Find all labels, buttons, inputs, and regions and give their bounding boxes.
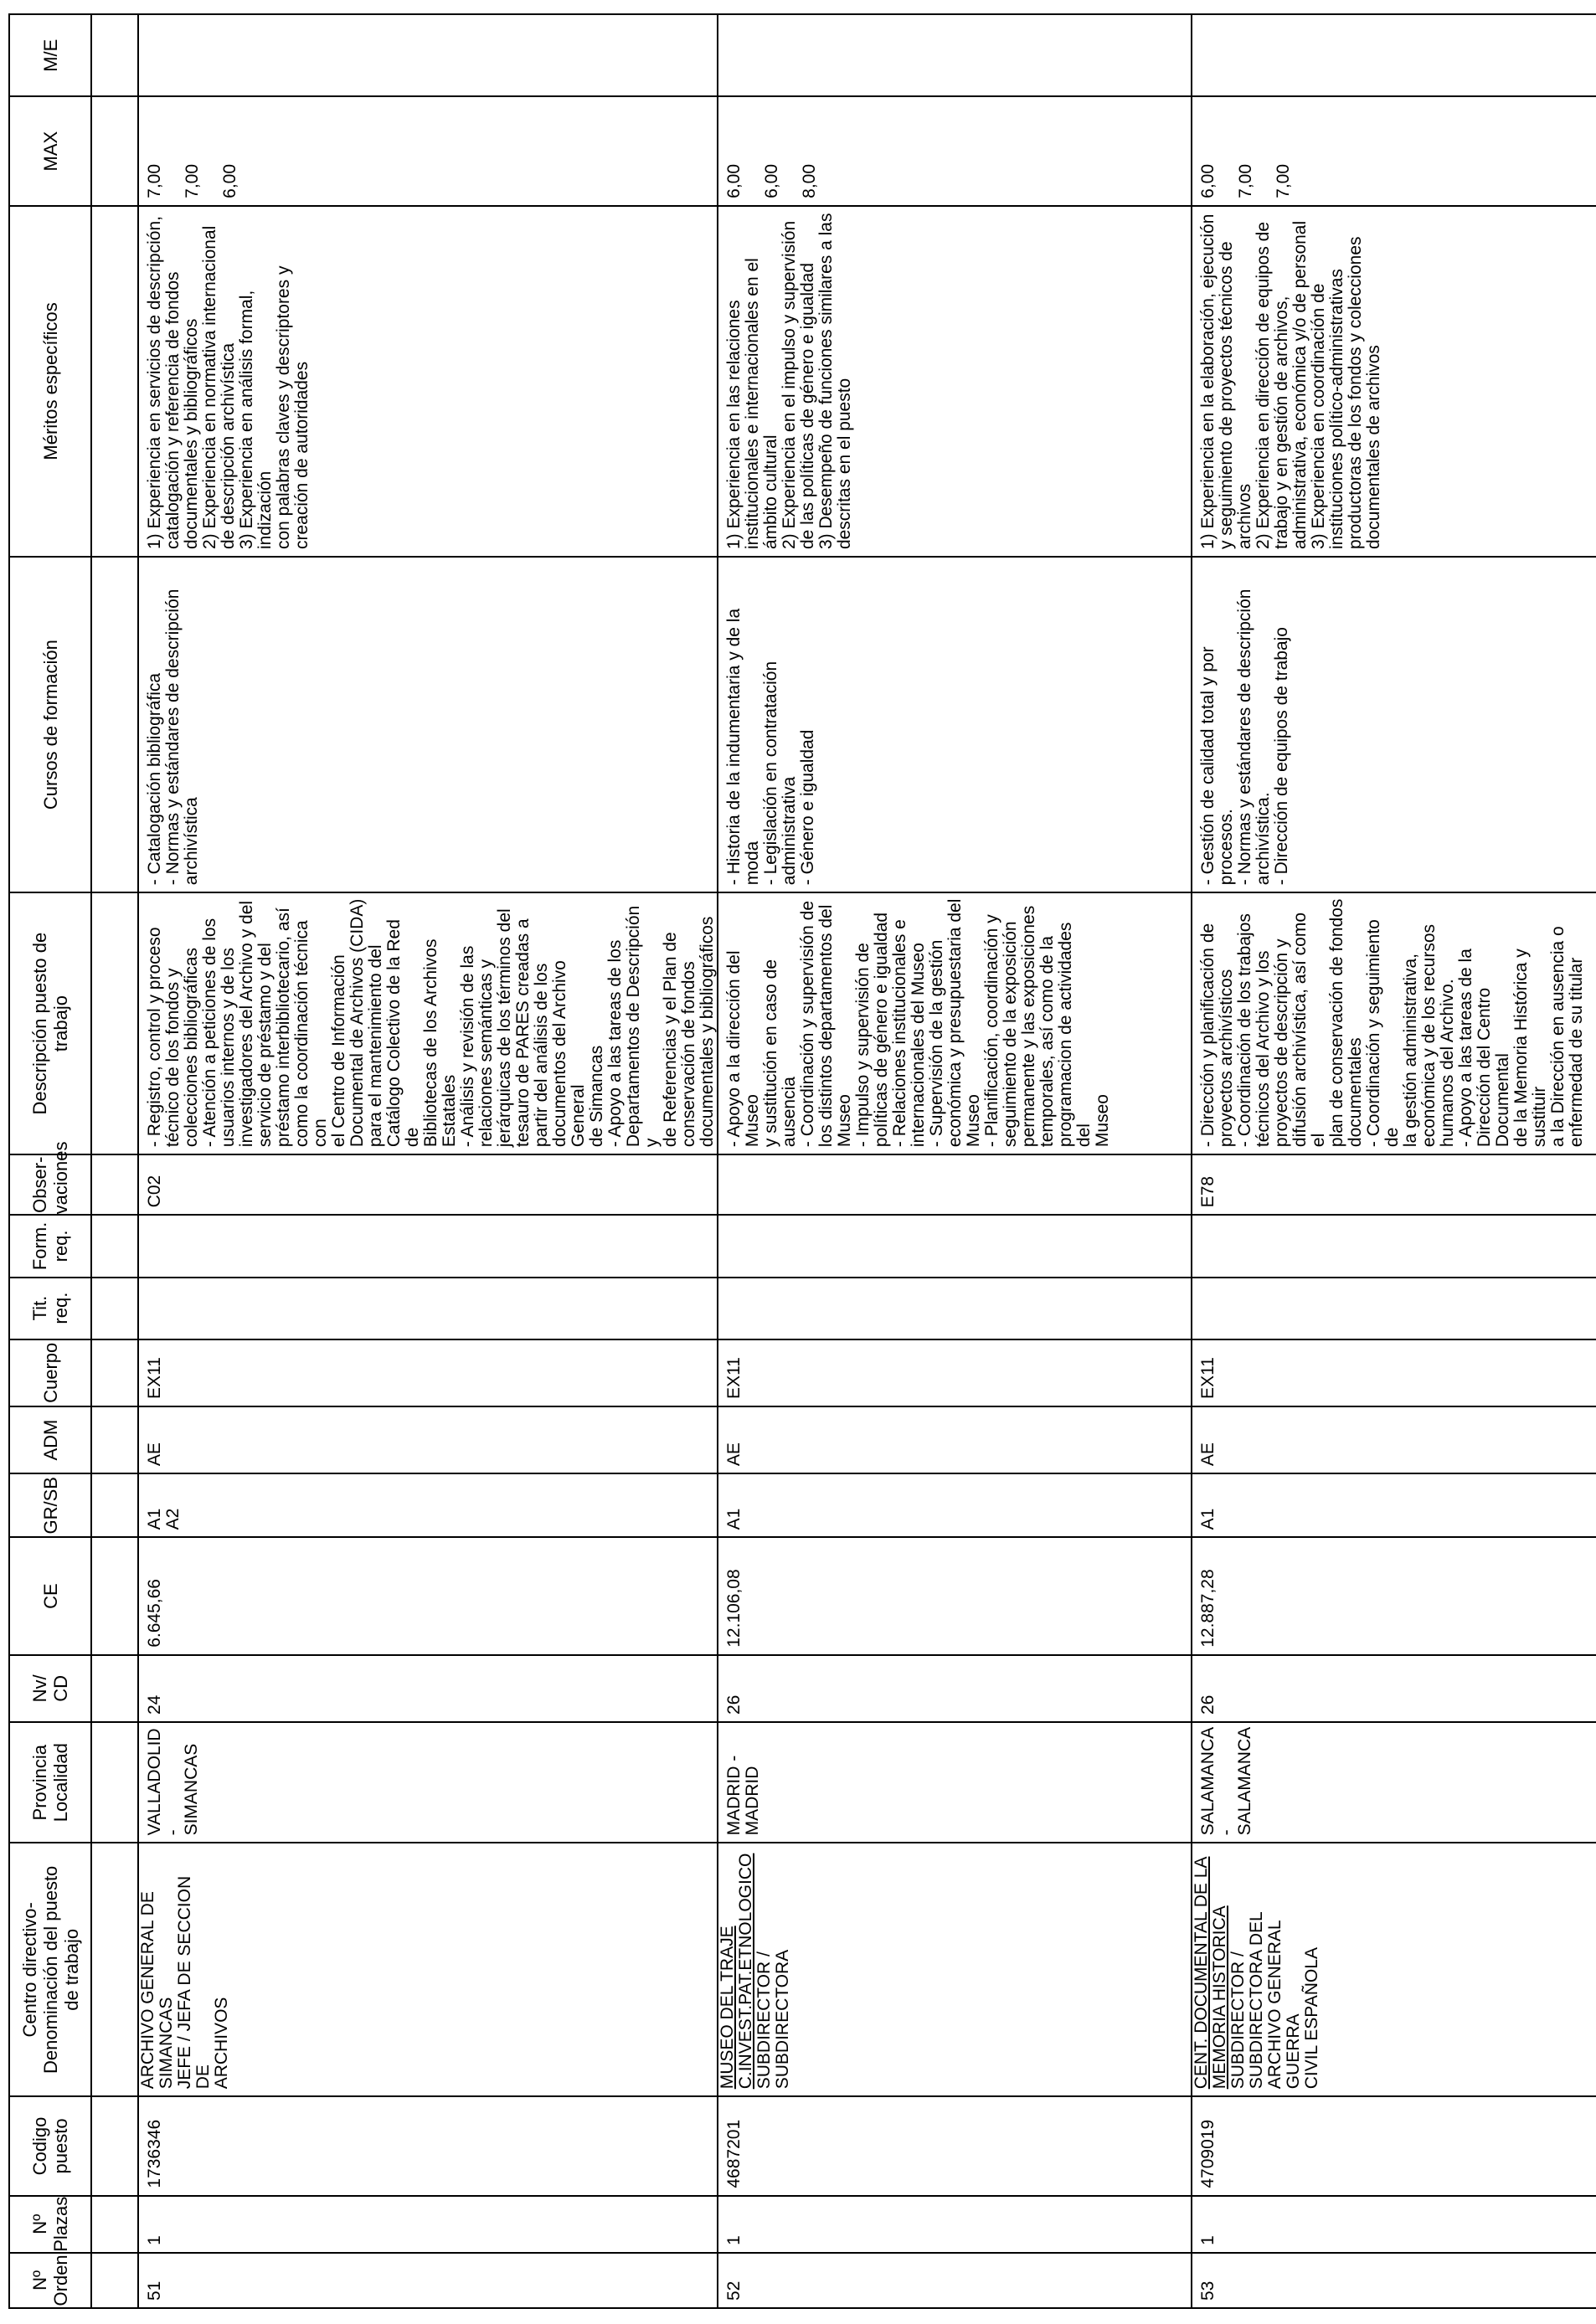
nivel-cell (1192, 1655, 1596, 1722)
ce-value: 12.887,28 (1198, 1569, 1218, 1648)
me-value (1192, 15, 1199, 95)
adm-value: AE (1198, 1442, 1218, 1467)
nivel-value: 26 (724, 1694, 744, 1715)
centro-cell (138, 1843, 718, 2096)
obs-value: E78 (1198, 1175, 1218, 1208)
codigo-cell (718, 2096, 1192, 2195)
plazas-value: 1 (1198, 2235, 1218, 2245)
spacer-cell (91, 1339, 138, 1406)
max-cell (1192, 96, 1596, 205)
max-value: 8,00 (800, 163, 819, 198)
orden-cell (718, 2253, 1192, 2308)
meritos-cell (138, 206, 718, 557)
orden-cell (1192, 2253, 1596, 2308)
meritos-value: 1) Experiencia en la elaboración, ejecución y seguimiento de proyectos técnicos de archivos 2) Experiencia en dirección de equipos de trabajo y en gestión de archivos, administrativa, económica y/o de personal 3) Experiencia en coordinación de instituciones político-administrativas productoras de los fondos y colecciones documentales de archivos (1198, 213, 1383, 550)
max-values (718, 97, 838, 204)
form-value (1192, 1216, 1199, 1276)
provincia-value: SALAMANCA - SALAMANCA (1198, 1726, 1254, 1836)
grsb-cell (1192, 1473, 1596, 1537)
header-ce: CE (9, 1537, 91, 1654)
me-cell (1192, 14, 1596, 96)
header-tit: Tit. req. (9, 1278, 91, 1339)
ce-cell (1192, 1537, 1596, 1654)
cursos-value: - Gestión de calidad total y por procesos. - Normas y estándares de descripción archivística. - Dirección de equipos de trabajo (1198, 589, 1291, 886)
codigo-cell (1192, 2096, 1596, 2195)
position-title: SUBDIRECTOR / SUBDIRECTORA DEL ARCHIVO GENERAL GUERRA CIVIL ESPAÑOLA (1228, 1911, 1321, 2090)
ce-value: 12.106,08 (724, 1569, 744, 1648)
obs-value (718, 1155, 725, 1214)
meritos-cell (718, 206, 1192, 557)
me-value (718, 15, 725, 95)
spacer-cell (91, 557, 138, 892)
ce-cell (138, 1537, 718, 1654)
header-orden: Nº Orden (9, 2253, 91, 2308)
obs-cell (138, 1154, 718, 1215)
max-value: 7,00 (183, 163, 202, 198)
spacer-cell (91, 1215, 138, 1277)
me-cell (718, 14, 1192, 96)
orden-value: 53 (1198, 2280, 1218, 2301)
spacer-cell (91, 1537, 138, 1654)
obs-cell (718, 1154, 1192, 1215)
grsb-value: A1 A2 (145, 1508, 183, 1530)
max-cell (718, 96, 1192, 205)
position-title: JEFE / JEFA DE SECCION DE ARCHIVOS (175, 1875, 231, 2090)
max-values (139, 97, 259, 204)
nivel-value: 26 (1198, 1694, 1218, 1715)
header-adm: ADM (9, 1406, 91, 1473)
plazas-cell (1192, 2196, 1596, 2253)
header-form: Form. req. (9, 1215, 91, 1277)
grsb-cell (138, 1473, 718, 1537)
max-value: 6,00 (762, 163, 781, 198)
spacer-cell (91, 2196, 138, 2253)
nivel-cell (138, 1655, 718, 1722)
spacer-cell (91, 1843, 138, 2096)
cuerpo-value: EX11 (724, 1357, 744, 1399)
descripcion-value: - Registro, control y proceso técnico de los fondos y colecciones bibliográficas - Atención a peticiones de los usuarios internos y de los investigadores del Archivo y del servicio de préstamo y del préstamo interbibliotecario, así como la coordinación técnica con el Centro de Información Documental de Archivos (CIDA) para el mantenimiento del Catálogo Colectivo de la Red de Bibliotecas de los Archivos Estatales - Análisis y revisión de las relaciones semánticas y jerárquicas de los términos del tesauro de PARES creadas a partir del análisis de los documentos del Archivo General de Simancas - Apoyo a las tareas de los Departamentos de Descripción y de Referencias y el Plan de conservación de fondos documentales y bibliográficos (145, 898, 717, 1148)
spacer-cell (91, 1278, 138, 1339)
max-value: 6,00 (220, 163, 239, 198)
codigo-value: 4687201 (724, 2119, 744, 2188)
me-value (139, 15, 146, 95)
spacer-row (91, 14, 138, 2308)
cursos-cell (1192, 557, 1596, 892)
header-max: MAX (9, 96, 91, 205)
provincia-value: MADRID - MADRID (724, 1755, 762, 1836)
ce-cell (718, 1537, 1192, 1654)
codigo-cell (138, 2096, 718, 2195)
cursos-cell (718, 557, 1192, 892)
spacer-cell (91, 1722, 138, 1843)
obs-value: C02 (145, 1175, 164, 1208)
spacer-cell (91, 1655, 138, 1722)
meritos-value: 1) Experiencia en las relaciones institucionales e internacionales en el ámbito cultural 2) Experiencia en el impulso y supervisión de las políticas de género e igualdad 3) Desempeño de funciones similares a las descritas en el puesto (724, 213, 854, 550)
plazas-value: 1 (724, 2235, 744, 2245)
header-meritos: Méritos específicos (9, 206, 91, 557)
provincia-value: VALLADOLID - SIMANCAS (145, 1728, 201, 1836)
header-row (9, 14, 91, 2308)
max-value: 7,00 (145, 163, 164, 198)
adm-value: AE (724, 1442, 744, 1467)
tit-value (718, 1278, 725, 1339)
table-row (138, 14, 718, 2308)
codigo-value: 1736346 (145, 2119, 164, 2188)
spacer-cell (91, 206, 138, 557)
header-obs: Obser- vaciones (9, 1154, 91, 1215)
descripcion-cell (138, 892, 718, 1154)
me-cell (138, 14, 718, 96)
plazas-value: 1 (145, 2235, 164, 2245)
centro-cell (718, 1843, 1192, 2096)
cuerpo-cell (1192, 1339, 1596, 1406)
descripcion-cell (718, 892, 1192, 1154)
max-value: 6,00 (724, 163, 744, 198)
descripcion-cell (1192, 892, 1596, 1154)
spacer-cell (91, 1154, 138, 1215)
cuerpo-cell (718, 1339, 1192, 1406)
grsb-value: A1 (724, 1508, 744, 1530)
header-codigo: Codigo puesto (9, 2096, 91, 2195)
cursos-cell (138, 557, 718, 892)
header-cuerpo: Cuerpo (9, 1339, 91, 1406)
max-value: 7,00 (1274, 163, 1293, 198)
form-value (139, 1216, 146, 1276)
tit-value (1192, 1278, 1199, 1339)
form-cell (138, 1215, 718, 1277)
header-descripcion: Descripción puesto de trabajo (9, 892, 91, 1154)
cursos-value: - Historia de la indumentaria y de la moda - Legislación en contratación administrativa - Género e igualdad (724, 608, 817, 886)
unit-name: MUSEO DEL TRAJE C.INVEST.PAT.ETNOLOGICO (718, 1853, 755, 2090)
meritos-cell (1192, 206, 1596, 557)
unit-name: ARCHIVO GENERAL DE SIMANCAS (138, 1891, 176, 2090)
tit-cell (138, 1278, 718, 1339)
spacer-cell (91, 2096, 138, 2195)
spacer-cell (91, 14, 138, 96)
orden-cell (138, 2253, 718, 2308)
meritos-value: 1) Experiencia en servicios de descripción, catalogación y referencia de fondos documentales y bibliográficos 2) Experiencia en normativa internacional de descripción archivística 3) Experiencia en análisis formal, indización con palabras claves y descriptores y creación de autoridades (145, 216, 311, 550)
descripcion-value: - Apoyo a la dirección del Museo y sustitución en caso de ausencia - Coordinación y supervisión de los distintos departamentos del Museo - Impulso y supervisión de políticas de género e igualdad - Relaciones institucionales e internacionales del Museo - Supervisión de la gestión económica y presupuestaria del Museo - Planificación, coordinación y seguimiento de la exposición permanente y las exposiciones temporales, así como de la programacion de actividades del Museo (724, 898, 1112, 1148)
cuerpo-cell (138, 1339, 718, 1406)
job-positions-table (8, 13, 1596, 2309)
position-title: SUBDIRECTOR / SUBDIRECTORA (754, 1949, 792, 2090)
max-value: 7,00 (1236, 163, 1255, 198)
header-grsb: GR/SB (9, 1473, 91, 1537)
max-values (1192, 97, 1312, 204)
plazas-cell (718, 2196, 1192, 2253)
header-provincia: Provincia Localidad (9, 1722, 91, 1843)
adm-value: AE (145, 1442, 164, 1467)
cuerpo-value: EX11 (145, 1357, 164, 1399)
max-value: 6,00 (1198, 163, 1218, 198)
descripcion-value: - Dirección y planificación de proyectos archivísticos - Coordinación de los trabajos técnicos del Archivo y los proyectos de descripción y difusión archivística, así como el plan de conservación de fondos documentales - Coordinación y seguimiento de la gestión administrativa, económica y de los recursos humanos del Archivo. - Apoyo a las tareas de la Dirección del Centro Documental de la Memoria Histórica y sustituir a la Dirección en ausencia o enfermedad de su titular (1198, 898, 1586, 1148)
adm-cell (138, 1406, 718, 1473)
adm-cell (718, 1406, 1192, 1473)
orden-value: 51 (145, 2280, 164, 2301)
spacer-cell (91, 96, 138, 205)
grsb-value: A1 (1198, 1508, 1218, 1530)
adm-cell (1192, 1406, 1596, 1473)
ce-value: 6.645,66 (145, 1579, 164, 1648)
spacer-cell (91, 1473, 138, 1537)
provincia-cell (1192, 1722, 1596, 1843)
header-nivel: Nv/ CD (9, 1655, 91, 1722)
spacer-cell (91, 892, 138, 1154)
codigo-value: 4709019 (1198, 2119, 1218, 2188)
table-row (1192, 14, 1596, 2308)
spacer-cell (91, 1406, 138, 1473)
provincia-cell (138, 1722, 718, 1843)
nivel-value: 24 (145, 1694, 164, 1715)
form-cell (718, 1215, 1192, 1277)
header-me: M/E (9, 14, 91, 96)
orden-value: 52 (724, 2280, 744, 2301)
header-cursos: Cursos de formación (9, 557, 91, 892)
form-cell (1192, 1215, 1596, 1277)
tit-cell (718, 1278, 1192, 1339)
cuerpo-value: EX11 (1198, 1357, 1218, 1399)
provincia-cell (718, 1722, 1192, 1843)
cursos-value: - Catalogación bibliográfica - Normas y estándares de descripción archivística (145, 589, 201, 886)
centro-cell (1192, 1843, 1596, 2096)
plazas-cell (138, 2196, 718, 2253)
header-plazas: Nº Plazas (9, 2196, 91, 2253)
max-cell (138, 96, 718, 205)
form-value (718, 1216, 725, 1276)
obs-cell (1192, 1154, 1596, 1215)
tit-cell (1192, 1278, 1596, 1339)
tit-value (139, 1278, 146, 1339)
unit-name: CENT. DOCUMENTAL DE LA MEMORIA HISTORICA (1192, 1856, 1229, 2090)
grsb-cell (718, 1473, 1192, 1537)
table-row (718, 14, 1192, 2308)
nivel-cell (718, 1655, 1192, 1722)
spacer-cell (91, 2253, 138, 2308)
header-centro: Centro directivo- Denominación del puesto de trabajo (9, 1843, 91, 2096)
